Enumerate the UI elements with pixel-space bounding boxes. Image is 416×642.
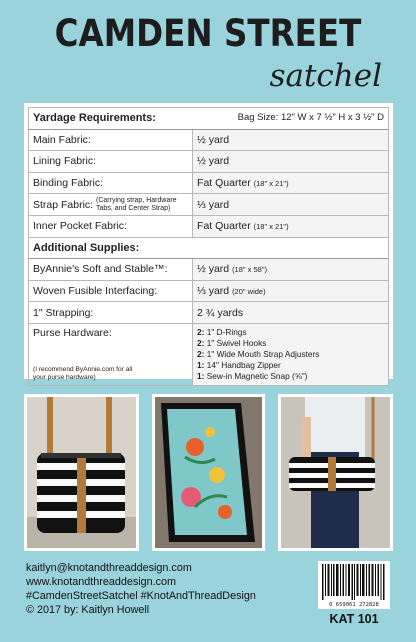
row-label: Strap Fabric:	[33, 198, 94, 211]
row-note: (Carrying strap, Hardware Tabs, and Center Strap)	[96, 196, 177, 212]
row-detail: (20" wide)	[232, 287, 266, 297]
row-value: ½ yard	[193, 129, 389, 151]
photo-bag-front	[24, 394, 139, 551]
requirements-card	[24, 103, 393, 379]
list-item: 2: 1" D-Rings	[197, 326, 247, 337]
table-row	[29, 302, 389, 324]
photo-bag-lining	[152, 394, 265, 551]
table-row	[29, 151, 389, 173]
row-label: Woven Fusible Interfacing:	[29, 280, 193, 302]
barcode-digits: 0 659061 272828	[329, 602, 379, 608]
photo-bag-worn	[278, 394, 393, 551]
row-value: Fat Quarter	[197, 177, 251, 190]
website-link[interactable]: www.knotandthreaddesign.com	[26, 576, 177, 588]
product-photos	[24, 394, 393, 551]
table-row	[29, 280, 389, 302]
email-link[interactable]: kaitlyn@knotandthreaddesign.com	[26, 562, 192, 574]
row-value: ⅓ yard	[193, 194, 389, 216]
list-item: 1: Sew-in Magnetic Snap (⅝")	[197, 370, 308, 381]
row-detail: (18" x 21")	[253, 222, 289, 232]
row-label: Binding Fabric:	[29, 172, 193, 194]
copyright: © 2017 by: Kaitlyn Howell	[26, 604, 150, 616]
requirements-table	[28, 107, 389, 386]
hardware-recommendation: (I recommend ByAnnie.com for all your purse hardware)	[33, 365, 133, 381]
row-label: Purse Hardware:	[33, 326, 112, 339]
bag-worn-image	[281, 397, 390, 548]
row-label: Lining Fabric:	[29, 151, 193, 173]
hardware-row	[29, 323, 389, 385]
list-item: 2: 1" Wide Mouth Strap Adjusters	[197, 348, 320, 359]
row-detail: (18" x 58")	[232, 265, 267, 275]
contact-info	[26, 561, 256, 617]
bag-size: Bag Size: 12" W x 7 ½" H x 3 ½" D	[237, 112, 384, 124]
bag-lining-image	[155, 397, 262, 548]
list-item: 1: 14" Handbag Zipper	[197, 359, 281, 370]
table-row	[29, 129, 389, 151]
pattern-subtitle: satchel	[269, 58, 382, 94]
row-label: 1" Strapping:	[29, 302, 193, 324]
table-row	[29, 172, 389, 194]
yardage-heading: Yardage Requirements:	[33, 112, 156, 125]
row-label: Inner Pocket Fabric:	[29, 215, 193, 237]
hashtags: #CamdenStreetSatchel #KnotAndThreadDesign	[26, 590, 256, 602]
row-label: ByAnnie's Soft and Stable™:	[29, 259, 193, 281]
row-value: 2 ¾ yards	[193, 302, 389, 324]
hardware-list	[193, 323, 389, 385]
table-row	[29, 259, 389, 281]
pattern-title: CAMDEN STREET	[54, 12, 362, 55]
row-label: Main Fabric:	[29, 129, 193, 151]
table-row	[29, 215, 389, 237]
row-value: ½ yard	[193, 151, 389, 173]
row-detail: (18" x 21")	[253, 179, 289, 189]
list-item: 2: 1" Swivel Hooks	[197, 337, 267, 348]
supplies-header-row	[29, 237, 389, 259]
barcode	[318, 561, 390, 609]
bag-front-image	[27, 397, 136, 548]
row-value: ⅓ yard	[197, 285, 230, 298]
table-row	[29, 194, 389, 216]
yardage-header-row	[29, 108, 389, 130]
supplies-heading: Additional Supplies:	[29, 237, 389, 259]
row-value: ½ yard	[197, 263, 230, 276]
product-code: KAT 101	[329, 612, 379, 626]
row-value: Fat Quarter	[197, 220, 251, 233]
